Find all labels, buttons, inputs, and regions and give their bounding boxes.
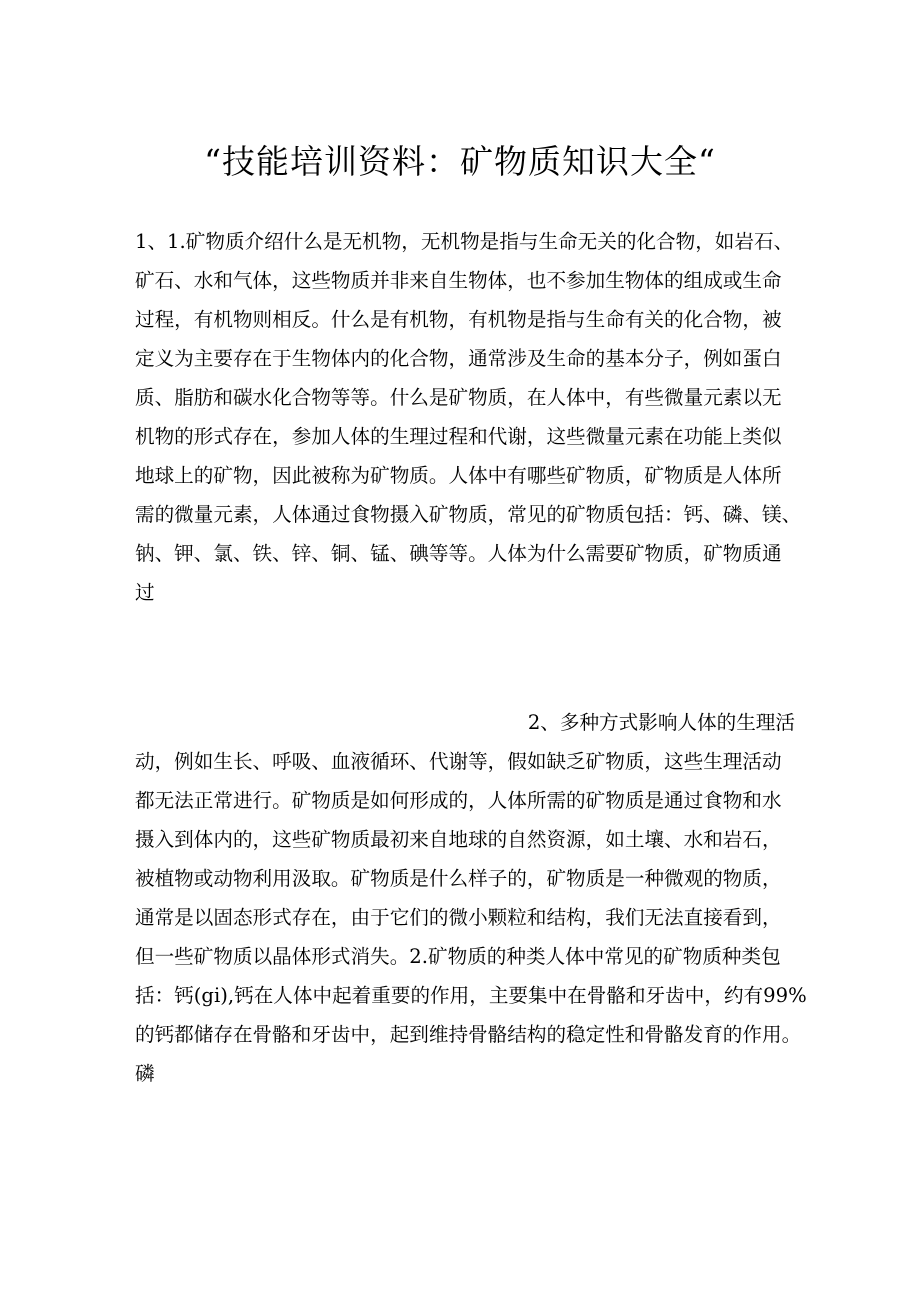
text-line: 都无法正常进行。矿物质是如何形成的，人体所需的矿物质是通过食物和水 [135,789,782,812]
text-line: 动，例如生长、呼吸、血液循环、代谢等，假如缺乏矿物质，这些生理活动 [135,750,782,773]
text-line: 被植物或动物利用汲取。矿物质是什么样子的，矿物质是一种微观的物质， [135,867,782,890]
text-line: 但一些矿物质以晶体形式消失。2.矿物质的种类人体中常见的矿物质种类包 [135,945,781,968]
text-line: 机物的形式存在，参加人体的生理过程和代谢，这些微量元素在功能上类似 [135,425,782,448]
document-title: “技能培训资料：矿物质知识大全“ [204,142,716,181]
text-line: 的钙都储存在骨骼和牙齿中，起到维持骨骼结构的稳定性和骨骼发育的作用。 [135,1023,802,1046]
text-line: 2、多种方式影响人体的生理活 [527,711,795,734]
paragraph-2 [135,703,807,1093]
text-line: 过 [135,581,155,604]
text-line: 通常是以固态形式存在，由于它们的微小颗粒和结构，我们无法直接看到， [135,906,782,929]
text-line: 矿石、水和气体，这些物质并非来自生物体，也不参加生物体的组成或生命 [135,269,782,292]
text-line: 1、1.矿物质介绍什么是无机物，无机物是指与生命无关的化合物，如岩石、 [135,230,794,253]
text-line: 摄入到体内的，这些矿物质最初来自地球的自然资源，如土壤、水和岩石， [135,828,782,851]
text-line: 磷 [135,1062,155,1085]
text-line: 钠、钾、氯、铁、锌、铜、锰、碘等等。人体为什么需要矿物质，矿物质通 [135,542,782,565]
text-line: 括：钙(gi),钙在人体中起着重要的作用，主要集中在骨骼和牙齿中，约有99% [135,984,807,1007]
text-line: 需的微量元素，人体通过食物摄入矿物质，常见的矿物质包括：钙、磷、镁、 [135,503,802,526]
text-line: 质、脂肪和碳水化合物等等。什么是矿物质，在人体中，有些微量元素以无 [135,386,782,409]
paragraph-1 [135,222,802,612]
text-line: 地球上的矿物，因此被称为矿物质。人体中有哪些矿物质，矿物质是人体所 [135,464,782,487]
text-line: 过程，有机物则相反。什么是有机物，有机物是指与生命有关的化合物，被 [135,308,782,331]
text-line: 定义为主要存在于生物体内的化合物，通常涉及生命的基本分子，例如蛋白 [135,347,782,370]
